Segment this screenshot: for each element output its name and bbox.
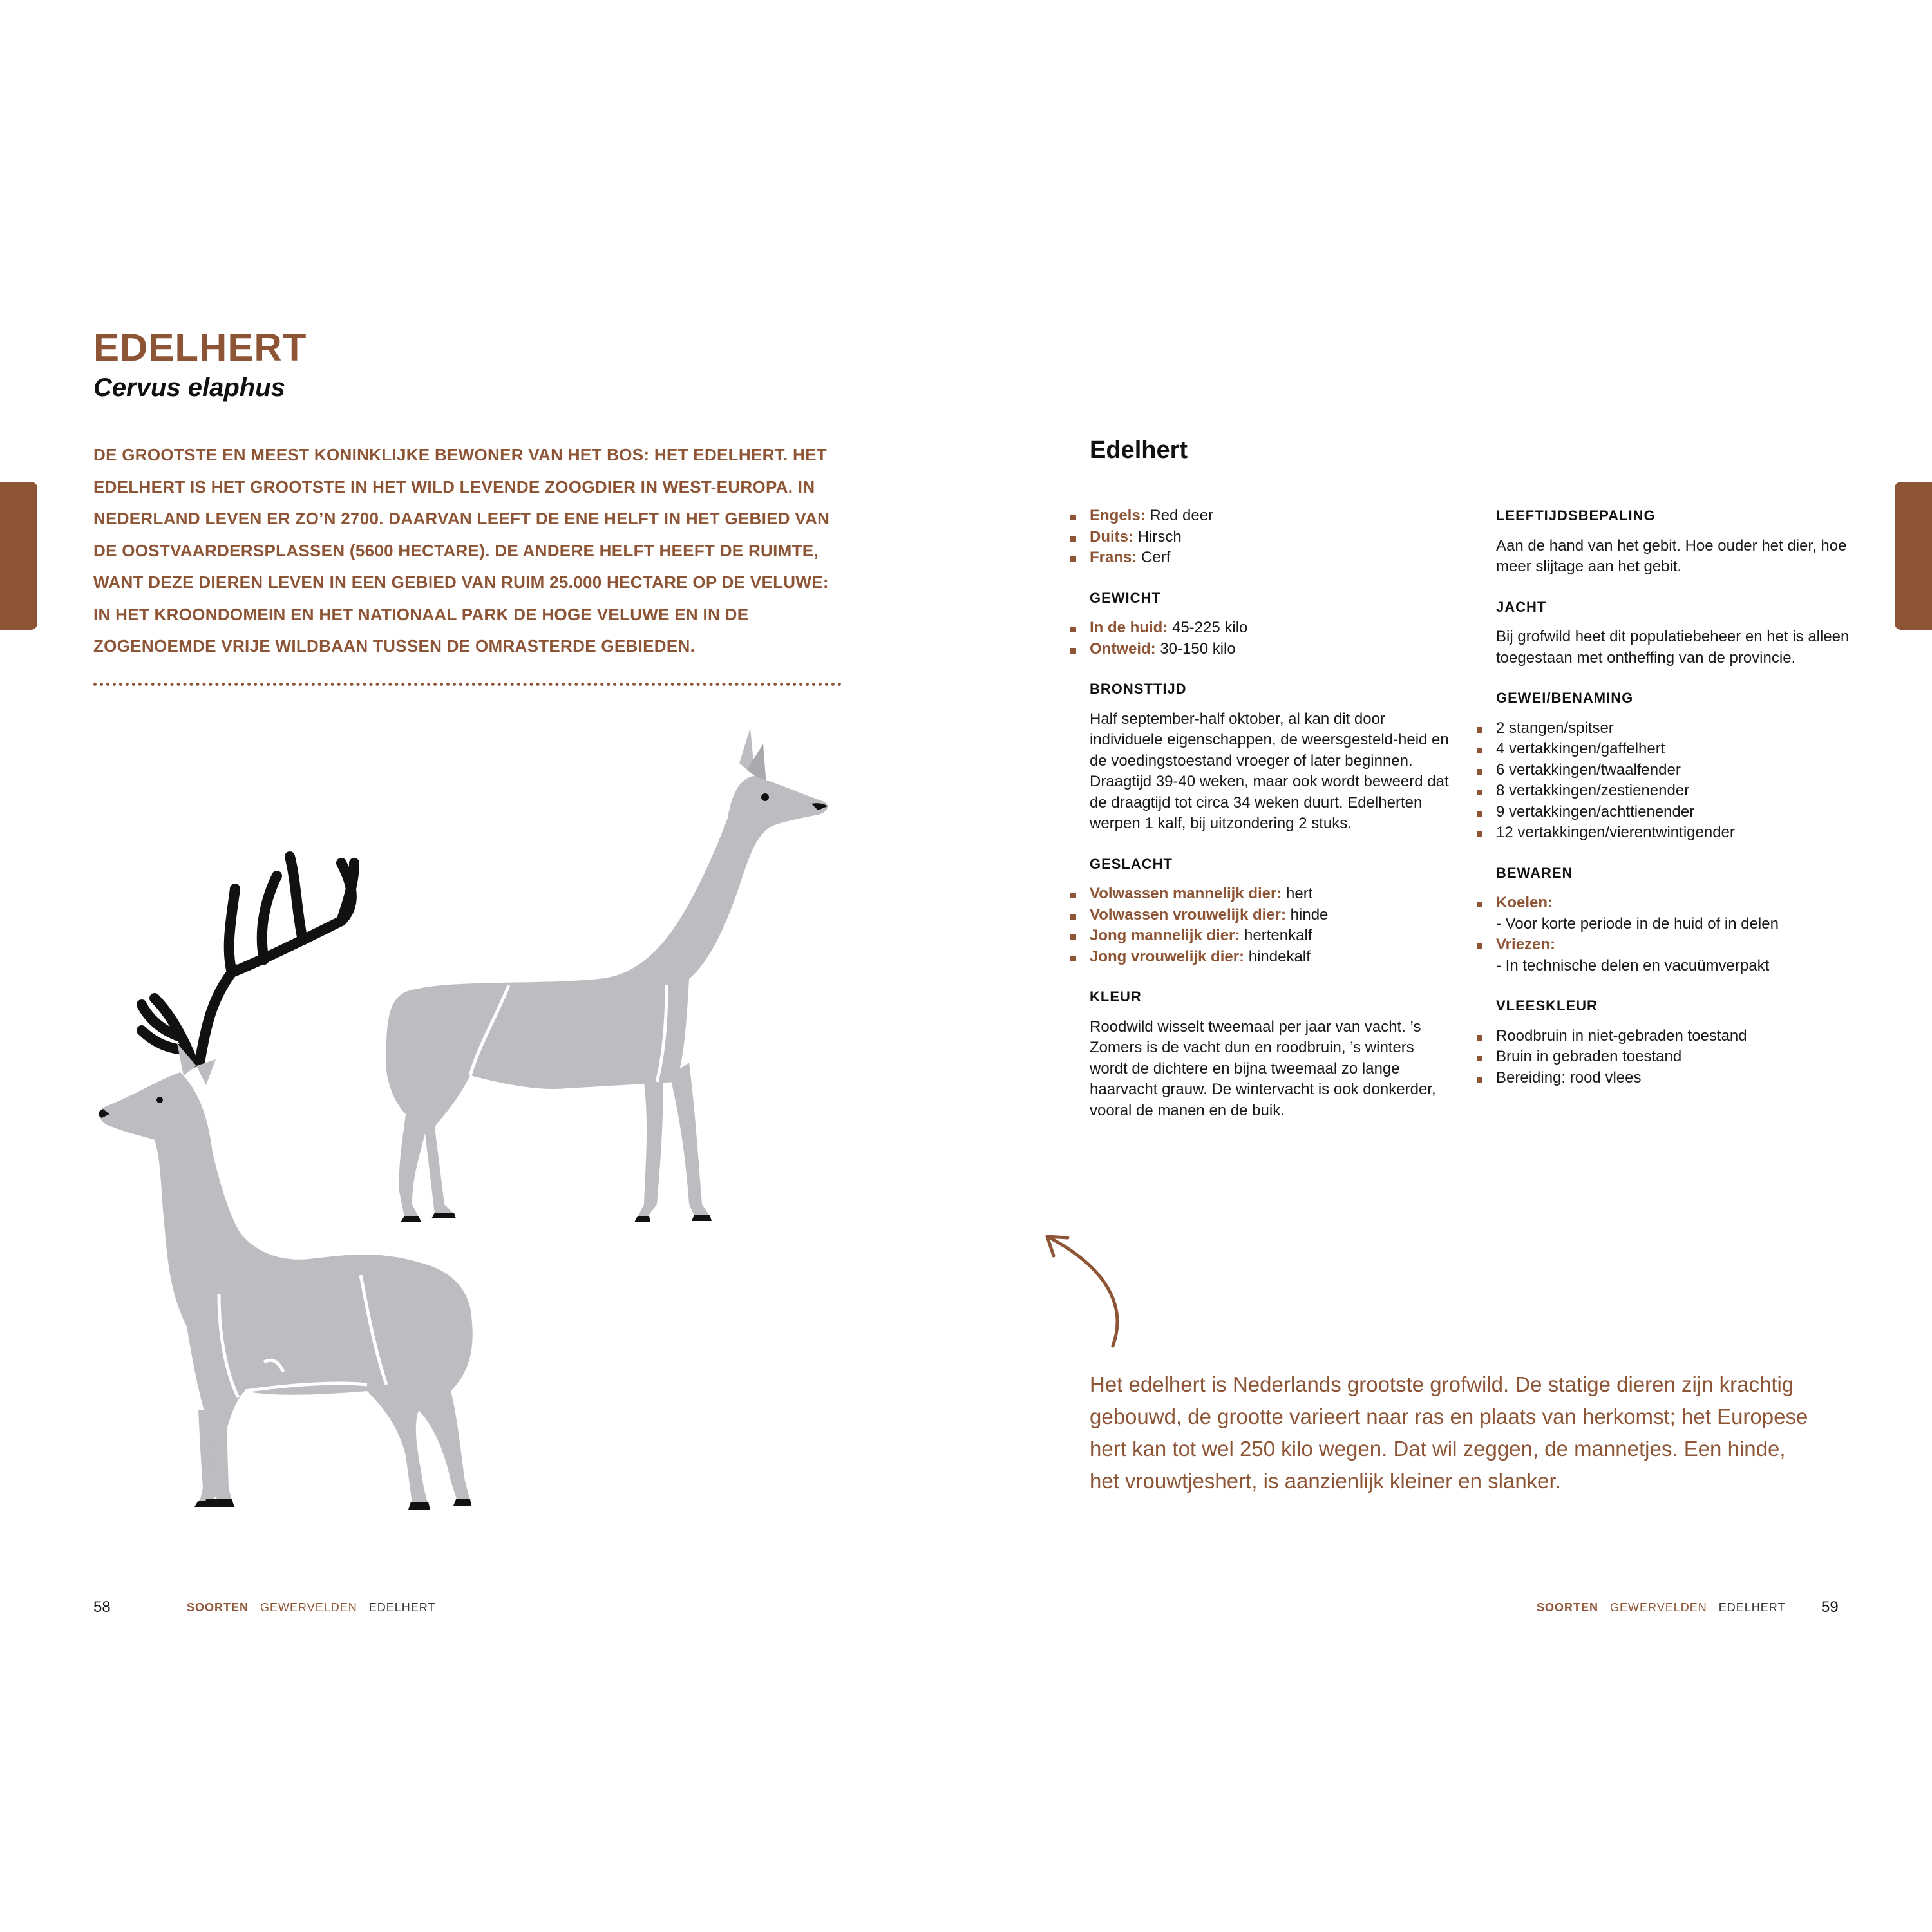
kleur-section [1090,987,1450,1121]
page-number-left: 58 [93,1598,111,1616]
bronsttijd-section [1090,679,1450,835]
gewei-section [1496,688,1857,844]
section-text: Half september-half oktober, al kan dit door individuele eigenschappen, de weersgesteld-heid en de voedingstoestand vroeger of later beginnen. Draagtijd 39-40 weken, maar ook wordt beweerd dat de draagtijd tot circa 34 weken duurt. Edelherten werpen 1 kalf, bij uitzondering 2 stuks. [1090,710,1449,832]
list-item: 12 vertakkingen/vierentwintigender [1496,822,1857,844]
geslacht-section [1090,854,1450,968]
leeftijdsbepaling-section [1496,506,1857,578]
list-item: Engels: Red deer [1090,506,1450,527]
section-heading: VLEESKLEUR [1496,998,1598,1014]
list-item: Volwassen vrouwelijk dier: hinde [1090,905,1450,926]
list-item: 9 vertakkingen/achttienender [1496,802,1857,823]
dotted-divider [93,683,842,686]
stag-illustration [99,857,473,1510]
list-item: Bereiding: rood vlees [1496,1068,1857,1089]
intro-text: DE GROOTSTE EN MEEST KONINKLIJKE BEWONER VAN HET BOS: HET EDELHERT. HET EDELHERT IS HET GROOTSTE IN HET WILD LEVENDE ZOOGDIER IN WEST-EUROPA. IN NEDERLAND LEVEN ER ZO’N 2700. DAARVAN LEEFT DE ENE HELFT IN HET GEBIED VAN DE OOSTVAARDERSPLASSEN (5600 HECTARE). DE ANDERE HELFT HEEFT DE RUIMTE, WANT DEZE DIEREN LEVEN IN EEN GEBIED VAN RUIM 25.000 HECTARE OP DE VELUWE: IN HET KROONDOMEIN EN HET NATIONAAL PARK DE HOGE VELUWE EN IN DE ZOGENOEMDE VRIJE WILDBAAN TUSSEN DE OMRASTERDE GEBIEDEN. [93,445,830,656]
antlers [142,857,354,1063]
pull-quote: Het edelhert is Nederlands grootste grofwild. De statige dieren zijn krachtig gebouwd, de grootte varieert naar ras en plaats van herkomst; het Europese hert kan tot wel 250 kilo wegen. Dat wil zeggen, de mannetjes. Een hinde, het vrouwtjeshert, is aanzienlijk kleiner en slanker. [1090,1372,1808,1493]
scientific-name: Cervus elaphus [93,374,285,402]
list-item: Duits: Hirsch [1090,527,1450,548]
section-heading: GESLACHT [1090,855,1173,872]
list-item: Roodbruin in niet-gebraden toestand [1496,1026,1857,1047]
section-heading: BEWAREN [1496,864,1573,881]
info-box-title: Edelhert [1090,437,1188,464]
bewaren-section [1496,863,1857,977]
list-item: 2 stangen/spitser [1496,718,1857,739]
section-heading: JACHT [1496,598,1547,615]
section-heading: LEEFTIJDSBEPALING [1496,507,1656,524]
page-title: EDELHERT [93,326,307,369]
list-item: 6 vertakkingen/twaalfender [1496,760,1857,781]
info-column-1 [1090,506,1450,1141]
jacht-section [1496,597,1857,669]
list-item: 8 vertakkingen/zestienender [1496,781,1857,802]
hind-illustration [386,728,828,1222]
info-column-2 [1496,506,1857,1108]
gewicht-section [1090,588,1450,660]
list-item: Jong vrouwelijk dier: hindekalf [1090,947,1450,968]
list-item: 4 vertakkingen/gaffelhert [1496,739,1857,760]
list-item: Ontweid: 30-150 kilo [1090,639,1450,660]
chapter-tab-right [1895,482,1932,630]
deer-illustration [84,715,857,1552]
section-heading: GEWICHT [1090,589,1161,606]
section-text: Aan de hand van het gebit. Hoe ouder het dier, hoe meer slijtage aan het gebit. [1496,536,1847,575]
list-item: Koelen: - Voor korte periode in de huid of in delen [1496,893,1857,934]
section-text: Roodwild wisselt tweemaal per jaar van vacht. ’s Zomers is de vacht dun en roodbruin, ’s winters wordt de dichtere en bijna tweemaal zo lange haarvacht grauw. De wintervacht is ook donkerder, vooral de manen en de buik. [1090,1018,1436,1119]
breadcrumb-right: SOORTEN GEWERVELDEN EDELHERT [1537,1601,1786,1614]
page-number-right: 59 [1821,1598,1839,1616]
breadcrumb-left: SOORTEN GEWERVELDEN EDELHERT [187,1601,436,1614]
list-item: Bruin in gebraden toestand [1496,1046,1857,1068]
chapter-tab-left [0,482,37,630]
list-item: Jong mannelijk dier: hertenkalf [1090,925,1450,947]
curved-arrow-icon [1030,1224,1133,1352]
list-item: Volwassen mannelijk dier: hert [1090,884,1450,905]
vleeskleur-section [1496,996,1857,1088]
section-heading: KLEUR [1090,989,1142,1005]
names-section [1090,506,1450,569]
section-text: Bij grofwild heet dit populatiebeheer en het is alleen toegestaan met ontheffing van de provincie. [1496,628,1850,667]
section-heading: GEWEI/BENAMING [1496,690,1634,706]
list-item: In de huid: 45-225 kilo [1090,618,1450,639]
list-item: Frans: Cerf [1090,547,1450,569]
section-heading: BRONSTTIJD [1090,681,1187,697]
list-item: Vriezen: - In technische delen en vacuümverpakt [1496,934,1857,976]
